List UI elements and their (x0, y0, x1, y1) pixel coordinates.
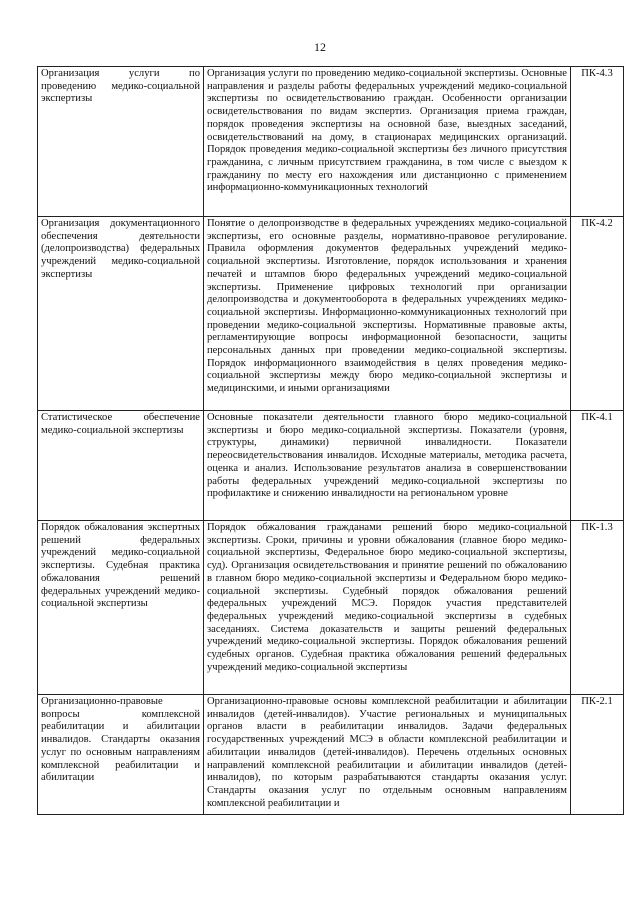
table-row (38, 521, 624, 695)
curriculum-table (37, 66, 624, 815)
content-cell: Порядок обжалования гражданами решений бюро медико-социальной экспертизы. Сроки, причины и уровни обжалования (главное бюро медико-социальной экспертизы, Федеральное бюро медико-социальной экспертизы, суд). Организация освидетельствования и принятие решений по обжалованию в главном бюро медико-социальной экспертизы и Федеральном бюро медико-социальной экспертизы. Судебный порядок обжалования решений федеральных учреждений МСЭ. Порядок участия представителей федеральных учреждений медико-социальной экспертизы в судебных заседаниях. Система доказательств и защиты решений федеральных учреждений медико-социальной экспертизы. Порядок обжалования решений судебных органов. Судебная практика обжалования решений федеральных учреждений медико-социальной экспертизы (204, 521, 571, 695)
table-row (38, 67, 624, 217)
topic-cell: Порядок обжалования экспертных решений федеральных учреждений медико-социальной экспертизы. Судебная практика обжалования решений федеральных учреждений медико-социальной экспертизы (38, 521, 204, 695)
table-row (38, 695, 624, 815)
topic-cell: Организация документационного обеспечения деятельности (делопроизводства) федеральных учреждений медико-социальной экспертизы (38, 217, 204, 411)
content-cell: Понятие о делопроизводстве в федеральных учреждениях медико-социальной экспертизы, его основные разделы, нормативно-правовое регулирование. Правила оформления документов федеральных учреждений медико-социальной экспертизы. Изготовление, порядок использования и хранения печатей и штампов бюро федеральных учреждений медико-социальной экспертизы. Применение цифровых технологий при организации делопроизводства и документооборота в федеральных учреждениях медико-социальной экспертизы. Информационно-коммуникационных технологий при проведении медико-социальной экспертизы. Нормативные правовые акты, регламентирующие вопросы информационной безопасности, защиты персональных данных при проведении медико-социальной экспертизы. Порядок информационного взаимодействия в целях проведения медико-социальной экспертизы между бюро медико-социальной экспертизы и медицинскими, и иными организациями (204, 217, 571, 411)
competency-code-cell: ПК-1.3 (571, 521, 624, 695)
content-cell: Организационно-правовые основы комплексной реабилитации и абилитации инвалидов (детей-инвалидов). Участие региональных и муниципальных органов власти в реабилитации инвалидов. Задачи федеральных государственных учреждений МСЭ в области комплексной реабилитации и абилитации инвалидов (детей-инвалидов). Перечень отдельных основных направлений комплексной реабилитации и абилитации инвалидов (детей-инвалидов), по которым разрабатываются стандарты оказания услуг. Стандарты оказания услуг по отдельным основным направлениям комплексной реабилитации и (204, 695, 571, 815)
competency-code-cell: ПК-4.3 (571, 67, 624, 217)
table-row (38, 411, 624, 521)
content-cell: Организация услуги по проведению медико-социальной экспертизы. Основные направления и разделы работы федеральных учреждений медико-социальной экспертизы по освидетельствованию граждан. Особенности организации освидетельствования по видам экспертиз. Организация приема граждан, порядок проведения экспертизы на основной базе, выездных заседаний, освидетельствований на дому, в стационарах медицинских организаций. Порядок проведения медико-социальной экспертизы без личного присутствия гражданина, с личным присутствием гражданина, в том числе с выездом к гражданину по месту его нахождения или дистанционно с применением информационно-коммуникационных технологий (204, 67, 571, 217)
content-cell: Основные показатели деятельности главного бюро медико-социальной экспертизы и бюро медико-социальной экспертизы. Показатели (уровня, структуры, динамики) первичной инвалидности. Показатели переосвидетельствования инвалидов. Исходные материалы, методика расчета, оценка и анализ. Использование результатов анализа в совершенствовании работы федеральных учреждений медико-социальной экспертизы по профилактике и снижению инвалидности на региональном уровне (204, 411, 571, 521)
competency-code-cell: ПК-2.1 (571, 695, 624, 815)
competency-code-cell: ПК-4.2 (571, 217, 624, 411)
competency-code-cell: ПК-4.1 (571, 411, 624, 521)
page-number: 12 (314, 40, 326, 54)
topic-cell: Организационно-правовые вопросы комплексной реабилитации и абилитации инвалидов. Стандарты оказания услуг по основным направлениям комплексной реабилитации и абилитации (38, 695, 204, 815)
topic-cell: Организация услуги по проведению медико-социальной экспертизы (38, 67, 204, 217)
topic-cell: Статистическое обеспечение медико-социальной экспертизы (38, 411, 204, 521)
table-row (38, 217, 624, 411)
